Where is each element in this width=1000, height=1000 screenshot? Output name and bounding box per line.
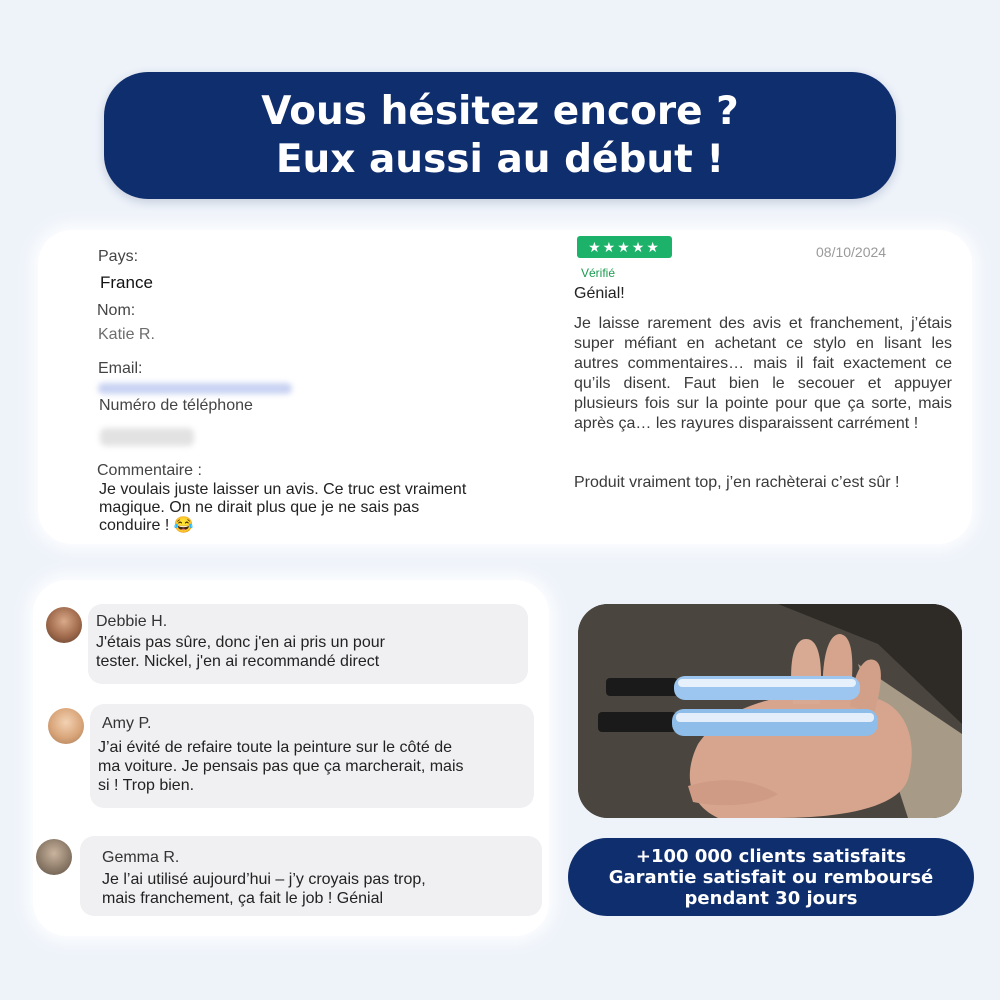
star-rating: ★★★★★ bbox=[577, 236, 672, 258]
badge-line-1: +100 000 clients satisfaits bbox=[635, 845, 907, 867]
chat-bubble bbox=[90, 704, 534, 808]
chat-author: Amy P. bbox=[102, 715, 152, 732]
chat-author: Gemma R. bbox=[102, 849, 180, 866]
product-photo bbox=[578, 604, 962, 818]
review-date: 08/10/2024 bbox=[816, 244, 887, 260]
phone-value-redacted bbox=[100, 428, 194, 446]
comment-line: magique. On ne dirait plus que je ne sais pas bbox=[99, 499, 420, 516]
verified-label: Vérifié bbox=[581, 266, 616, 280]
chat-line: ma voiture. Je pensais pas que ça marcherait, mais bbox=[98, 758, 464, 775]
review-footer: Produit vraiment top, j’en rachèterai c’est sûr ! bbox=[574, 474, 900, 491]
chat-text bbox=[98, 738, 464, 795]
review-title: Génial! bbox=[574, 285, 625, 302]
headline-line-1: Vous hésitez encore ? bbox=[261, 88, 739, 134]
chat-author: Debbie H. bbox=[96, 613, 168, 630]
comment-text bbox=[99, 481, 519, 535]
chat-bubble bbox=[80, 836, 542, 916]
badge-line-2: Garantie satisfait ou remboursé bbox=[608, 866, 934, 888]
chat-text bbox=[96, 633, 385, 671]
headline-banner bbox=[104, 72, 896, 199]
review-body: Je laisse rarement des avis et franchement, j’étais super méfiant en achetant ce stylo en lisant les autres commentaires… mais il fait exactement ce qu’ils disent. Faut bien le secouer et appuyer plusieurs fois sur la pointe pour que ça sorte, mais après ça… les rayures disparaissent carrément ! bbox=[574, 315, 952, 432]
name-value: Katie R. bbox=[98, 326, 155, 343]
country-value: France bbox=[100, 273, 153, 292]
comment-line: Je voulais juste laisser un avis. Ce truc est vraiment bbox=[99, 481, 467, 498]
country-label: Pays: bbox=[98, 248, 139, 265]
chat-text bbox=[102, 870, 426, 908]
badge-line-3: pendant 30 jours bbox=[684, 887, 858, 909]
comment-label: Commentaire : bbox=[97, 462, 202, 479]
headline-line-2: Eux aussi au début ! bbox=[275, 136, 725, 182]
guarantee-badge bbox=[568, 838, 974, 916]
avatar bbox=[46, 607, 82, 643]
chat-line: J'étais pas sûre, donc j'en ai pris un pour bbox=[96, 634, 385, 651]
comment-line: conduire ! 😂 bbox=[99, 517, 194, 534]
phone-label: Numéro de téléphone bbox=[99, 397, 253, 414]
chat-line: tester. Nickel, j'en ai recommandé direct bbox=[96, 653, 380, 670]
chat-line: Je l’ai utilisé aujourd’hui – j’y croyais pas trop, bbox=[102, 871, 426, 888]
email-label: Email: bbox=[98, 360, 143, 377]
chat-line: J’ai évité de refaire toute la peinture sur le côté de bbox=[98, 739, 452, 756]
chat-bubble bbox=[88, 604, 528, 684]
chat-line: mais franchement, ça fait le job ! Génial bbox=[102, 890, 384, 907]
chat-line: si ! Trop bien. bbox=[98, 777, 195, 794]
hand-holding-pens-image bbox=[578, 604, 962, 818]
avatar bbox=[48, 708, 84, 744]
email-value-redacted bbox=[98, 383, 292, 394]
name-label: Nom: bbox=[97, 302, 136, 319]
avatar bbox=[36, 839, 72, 875]
